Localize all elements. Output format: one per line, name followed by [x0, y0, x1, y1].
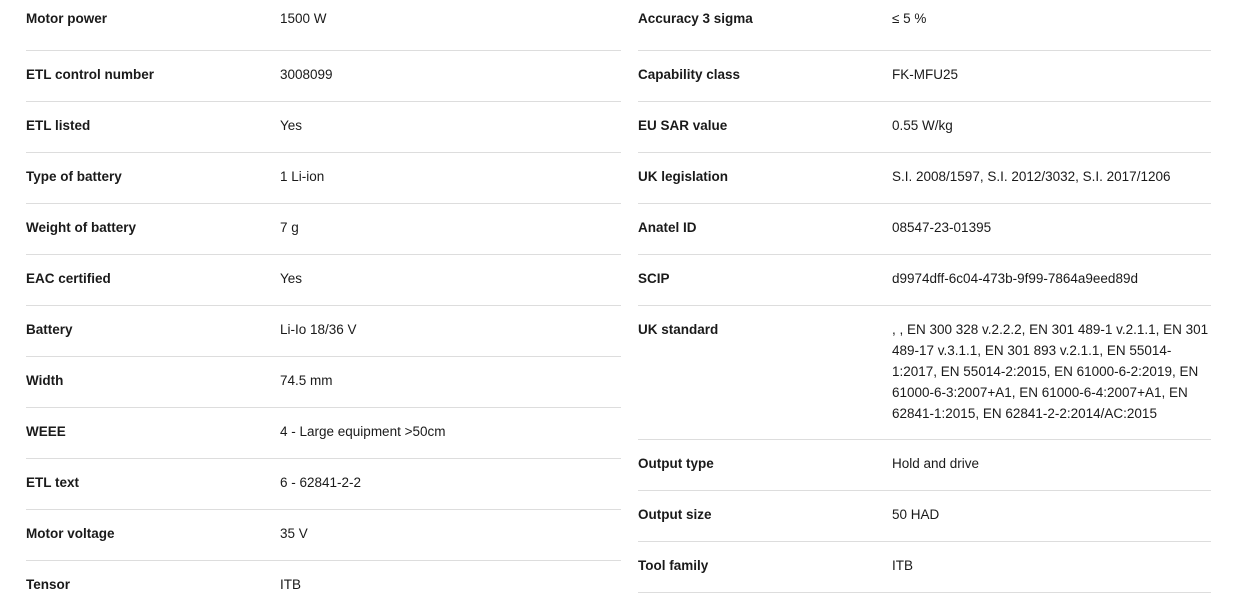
spec-label: ETL text — [26, 475, 80, 490]
spec-label: Battery — [26, 322, 73, 337]
spec-value: ITB — [892, 557, 914, 573]
spec-label: Width — [26, 373, 64, 388]
spec-value: S.I. 2008/1597, S.I. 2012/3032, S.I. 2017/1206 — [892, 169, 1171, 184]
spec-label: Motor power — [26, 11, 107, 26]
spec-row — [638, 204, 1211, 255]
spec-label: Capability class — [638, 67, 741, 82]
spec-label: SCIP — [638, 271, 670, 286]
spec-label: Motor voltage — [26, 526, 115, 541]
spec-label: ETL listed — [26, 118, 91, 133]
spec-row — [638, 102, 1211, 153]
spec-row — [26, 357, 621, 408]
spec-column-right — [638, 0, 1211, 593]
spec-value: 1 Li-ion — [280, 169, 325, 184]
spec-row — [638, 0, 1211, 51]
spec-label: UK legislation — [638, 169, 729, 184]
spec-value: Li-Io 18/36 V — [280, 322, 357, 337]
spec-column-left — [26, 0, 621, 609]
spec-row — [26, 0, 621, 51]
spec-label: ETL control number — [26, 67, 155, 82]
spec-value: Hold and drive — [892, 455, 980, 471]
spec-label: WEEE — [26, 424, 66, 439]
spec-row — [638, 440, 1211, 491]
spec-value: 0.55 W/kg — [892, 118, 953, 133]
spec-value: Yes — [280, 118, 303, 133]
spec-value: ITB — [280, 577, 302, 592]
spec-label: EAC certified — [26, 271, 111, 286]
spec-value: , , EN 300 328 v.2.2.2, EN 301 489-1 v.2.1.1, EN 301 489-17 v.3.1.1, EN 301 893 v.2.1.1, EN 55014-1:2017, EN 55014-2:2015, EN 61000-6-2:2019, EN 61000-6-3:2007+A1, EN 61000-6-4:2007+A1, EN 62841-1:2015, EN 62841-2-2:2014/AC:2015 — [892, 322, 1209, 421]
spec-value: ≤ 5 % — [892, 11, 927, 26]
spec-row — [26, 153, 621, 204]
spec-row — [638, 542, 1211, 593]
spec-row — [26, 102, 621, 153]
spec-row — [26, 561, 621, 609]
spec-row — [26, 204, 621, 255]
spec-row — [638, 306, 1211, 440]
spec-value: 74.5 mm — [280, 373, 333, 388]
spec-row — [26, 459, 621, 510]
spec-value: d9974dff-6c04-473b-9f99-7864a9eed89d — [892, 271, 1138, 286]
spec-row — [26, 255, 621, 306]
spec-value: Yes — [280, 271, 303, 286]
spec-row — [638, 255, 1211, 306]
spec-label: Type of battery — [26, 169, 122, 184]
spec-row — [638, 491, 1211, 542]
spec-value: 08547-23-01395 — [892, 220, 992, 235]
spec-row — [26, 51, 621, 102]
spec-value: 7 g — [280, 220, 299, 235]
spec-value: 4 - Large equipment >50cm — [280, 424, 446, 439]
spec-row — [26, 408, 621, 459]
spec-label: Tensor — [26, 577, 71, 592]
spec-row — [638, 153, 1211, 204]
spec-label: Output size — [638, 506, 712, 522]
spec-row — [638, 51, 1211, 102]
spec-value: 3008099 — [280, 67, 333, 82]
spec-label: UK standard — [638, 322, 719, 337]
spec-value: 6 - 62841-2-2 — [280, 475, 362, 490]
spec-label: EU SAR value — [638, 118, 728, 133]
spec-value: 50 HAD — [892, 506, 940, 522]
spec-label: Accuracy 3 sigma — [638, 11, 753, 26]
spec-value: 1500 W — [280, 11, 327, 26]
spec-row — [26, 510, 621, 561]
spec-value: 35 V — [280, 526, 308, 541]
spec-label: Tool family — [638, 557, 709, 573]
spec-label: Output type — [638, 455, 714, 471]
spec-label: Weight of battery — [26, 220, 137, 235]
spec-label: Anatel ID — [638, 220, 697, 235]
spec-value: FK-MFU25 — [892, 67, 959, 82]
spec-row — [26, 306, 621, 357]
